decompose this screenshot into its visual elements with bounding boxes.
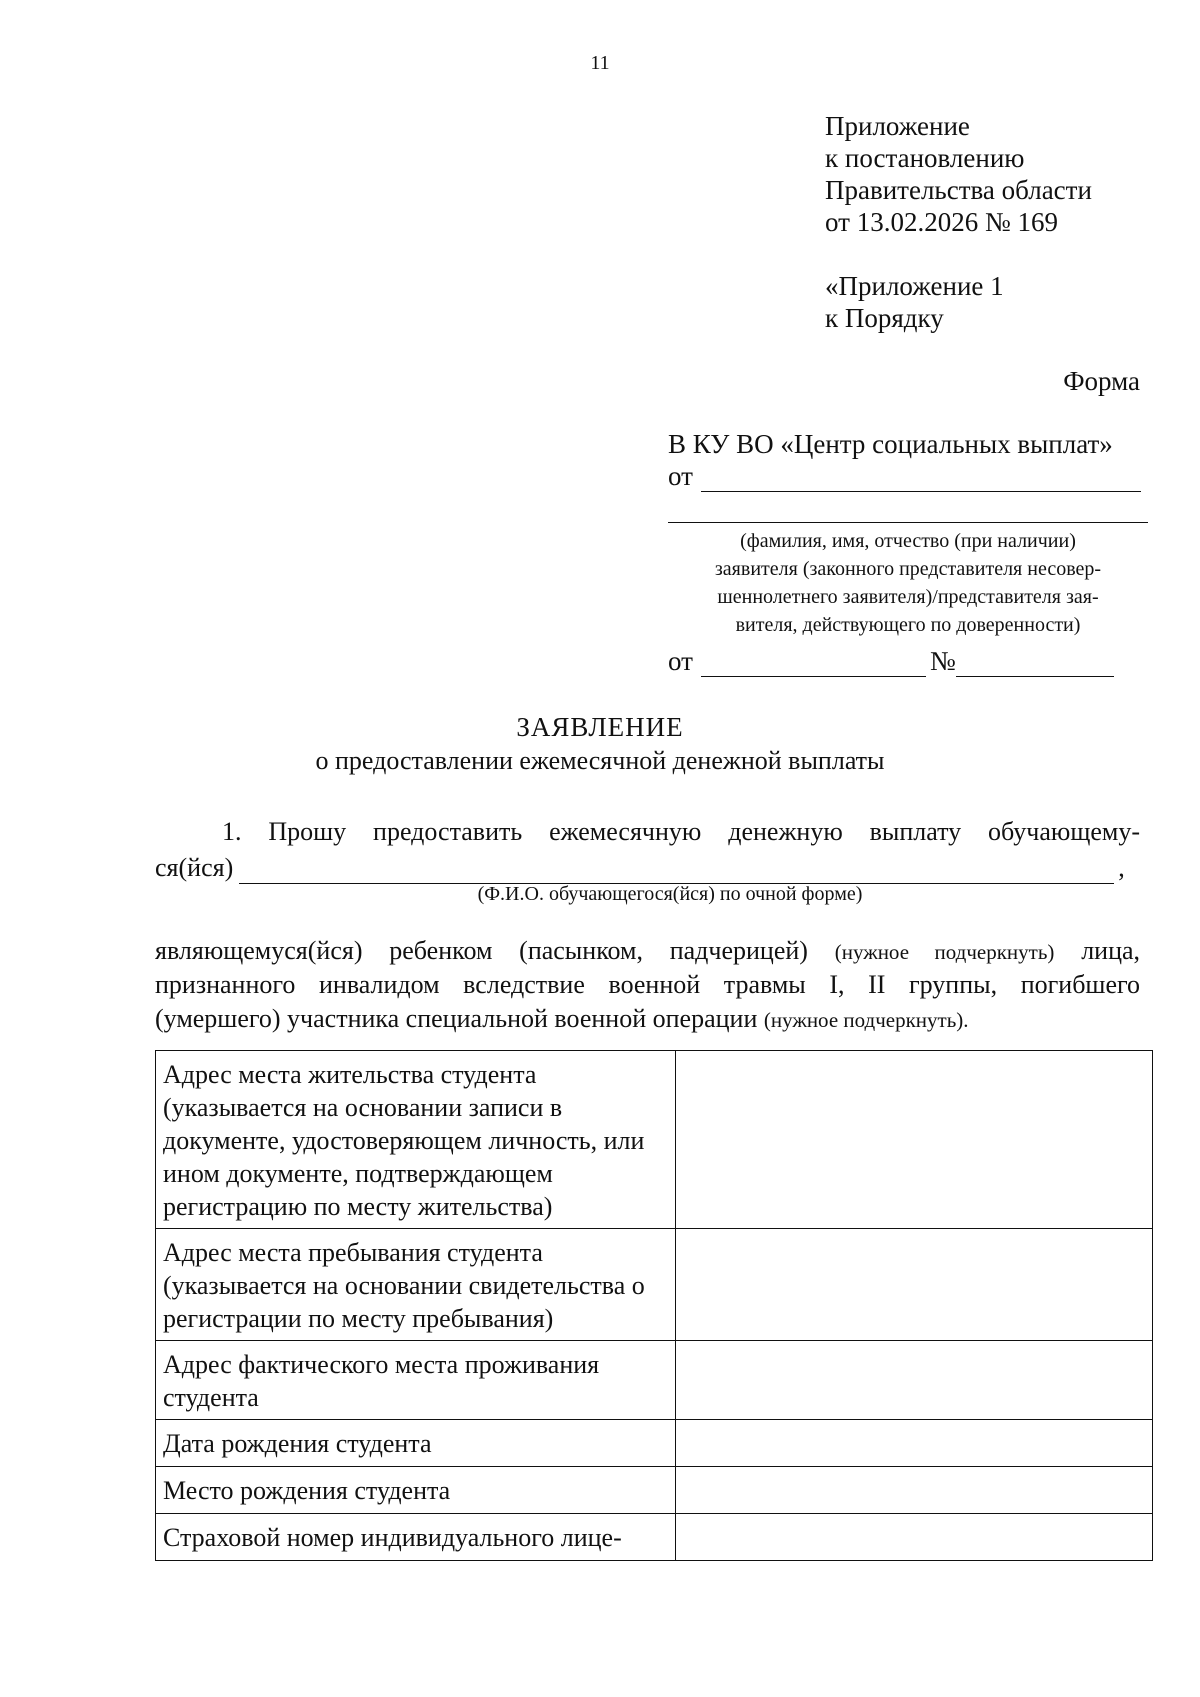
body-line-1 xyxy=(155,934,1140,969)
addressee-block xyxy=(668,428,1148,677)
row-value-field[interactable] xyxy=(676,1051,1153,1229)
body-text: (умершего) участника специальной военной операции xyxy=(155,1004,758,1033)
body-text: являющемуся(йся) ребенком (пасынком, падчерицей) xyxy=(155,936,808,965)
appendix-line: к постановлению xyxy=(825,143,1025,173)
document-subtitle: о предоставлении ежемесячной денежной выплаты xyxy=(315,746,885,775)
table-row xyxy=(156,1229,1153,1341)
order-appendix-line: «Приложение 1 xyxy=(825,271,1004,301)
body-line-2: признанного инвалидом вследствие военной травмы I, II группы, погибшего xyxy=(155,970,1140,999)
row-label: Место рождения студента xyxy=(156,1467,676,1514)
order-appendix-header xyxy=(825,270,1004,334)
row-label: Адрес места пребывания студента (указывается на основании свидетельства о регистрации по месту пребывания) xyxy=(156,1229,676,1341)
applicant-hint-line: вителя, действующего по доверенности) xyxy=(735,614,1081,636)
body-note: (нужное подчеркнуть) xyxy=(834,940,1055,964)
date-label: от xyxy=(668,646,693,676)
request-line-2 xyxy=(155,851,1140,884)
number-label: № xyxy=(929,646,956,676)
addressee-from-row xyxy=(668,460,1148,492)
request-prefix: ся(йся) xyxy=(155,853,234,882)
row-value-field[interactable] xyxy=(676,1467,1153,1514)
row-label: Страховой номер индивидуального лице- xyxy=(156,1514,676,1561)
addressee-to: В КУ ВО «Центр социальных выплат» xyxy=(668,429,1113,459)
document-title: ЗАЯВЛЕНИЕ xyxy=(516,712,684,742)
student-info-table xyxy=(155,1050,1153,1561)
appendix-line: от 13.02.2026 № 169 xyxy=(825,207,1058,237)
row-label: Дата рождения студента xyxy=(156,1420,676,1467)
applicant-hint-line: (фамилия, имя, отчество (при наличии) xyxy=(740,530,1076,552)
document-date-field[interactable] xyxy=(701,648,926,677)
form-label: Форма xyxy=(1063,366,1140,396)
request-line-1: 1. Прошу предоставить ежемесячную денежную выплату обучающему- xyxy=(222,817,1140,846)
table-row xyxy=(156,1467,1153,1514)
applicant-hint xyxy=(668,527,1148,639)
row-value-field[interactable] xyxy=(676,1229,1153,1341)
row-value-field[interactable] xyxy=(676,1514,1153,1561)
from-label: от xyxy=(668,461,693,491)
appendix-line: Правительства области xyxy=(825,175,1092,205)
appendix-line: Приложение xyxy=(825,111,970,141)
table-row xyxy=(156,1514,1153,1561)
order-appendix-line: к Порядку xyxy=(825,303,944,333)
student-name-field[interactable] xyxy=(239,855,1114,884)
applicant-hint-line: шеннолетнего заявителя)/представителя зая- xyxy=(717,586,1099,608)
request-suffix: , xyxy=(1118,853,1125,882)
body-line-3 xyxy=(155,1002,1140,1037)
body-note: (нужное подчеркнуть). xyxy=(763,1008,969,1032)
row-label: Адрес места жительства студента (указывается на основании записи в документе, удостоверяющем личность, или ином документе, подтверждающем регистрацию по месту жительства) xyxy=(156,1051,676,1229)
table-row xyxy=(156,1051,1153,1229)
table-row xyxy=(156,1341,1153,1420)
row-label: Адрес фактического места проживания студента xyxy=(156,1341,676,1420)
page-number: 11 xyxy=(590,52,610,74)
table-row xyxy=(156,1420,1153,1467)
student-name-hint: (Ф.И.О. обучающегося(йся) по очной форме) xyxy=(477,883,863,905)
row-value-field[interactable] xyxy=(676,1420,1153,1467)
row-value-field[interactable] xyxy=(676,1341,1153,1420)
applicant-hint-line: заявителя (законного представителя несовер- xyxy=(714,558,1102,580)
document-date-number-row xyxy=(668,645,1148,677)
body-text: лица, xyxy=(1081,936,1141,965)
applicant-name-field[interactable] xyxy=(701,463,1141,492)
document-number-field[interactable] xyxy=(956,648,1114,677)
applicant-name-field-line2[interactable] xyxy=(668,492,1148,523)
appendix-header xyxy=(825,110,1092,238)
